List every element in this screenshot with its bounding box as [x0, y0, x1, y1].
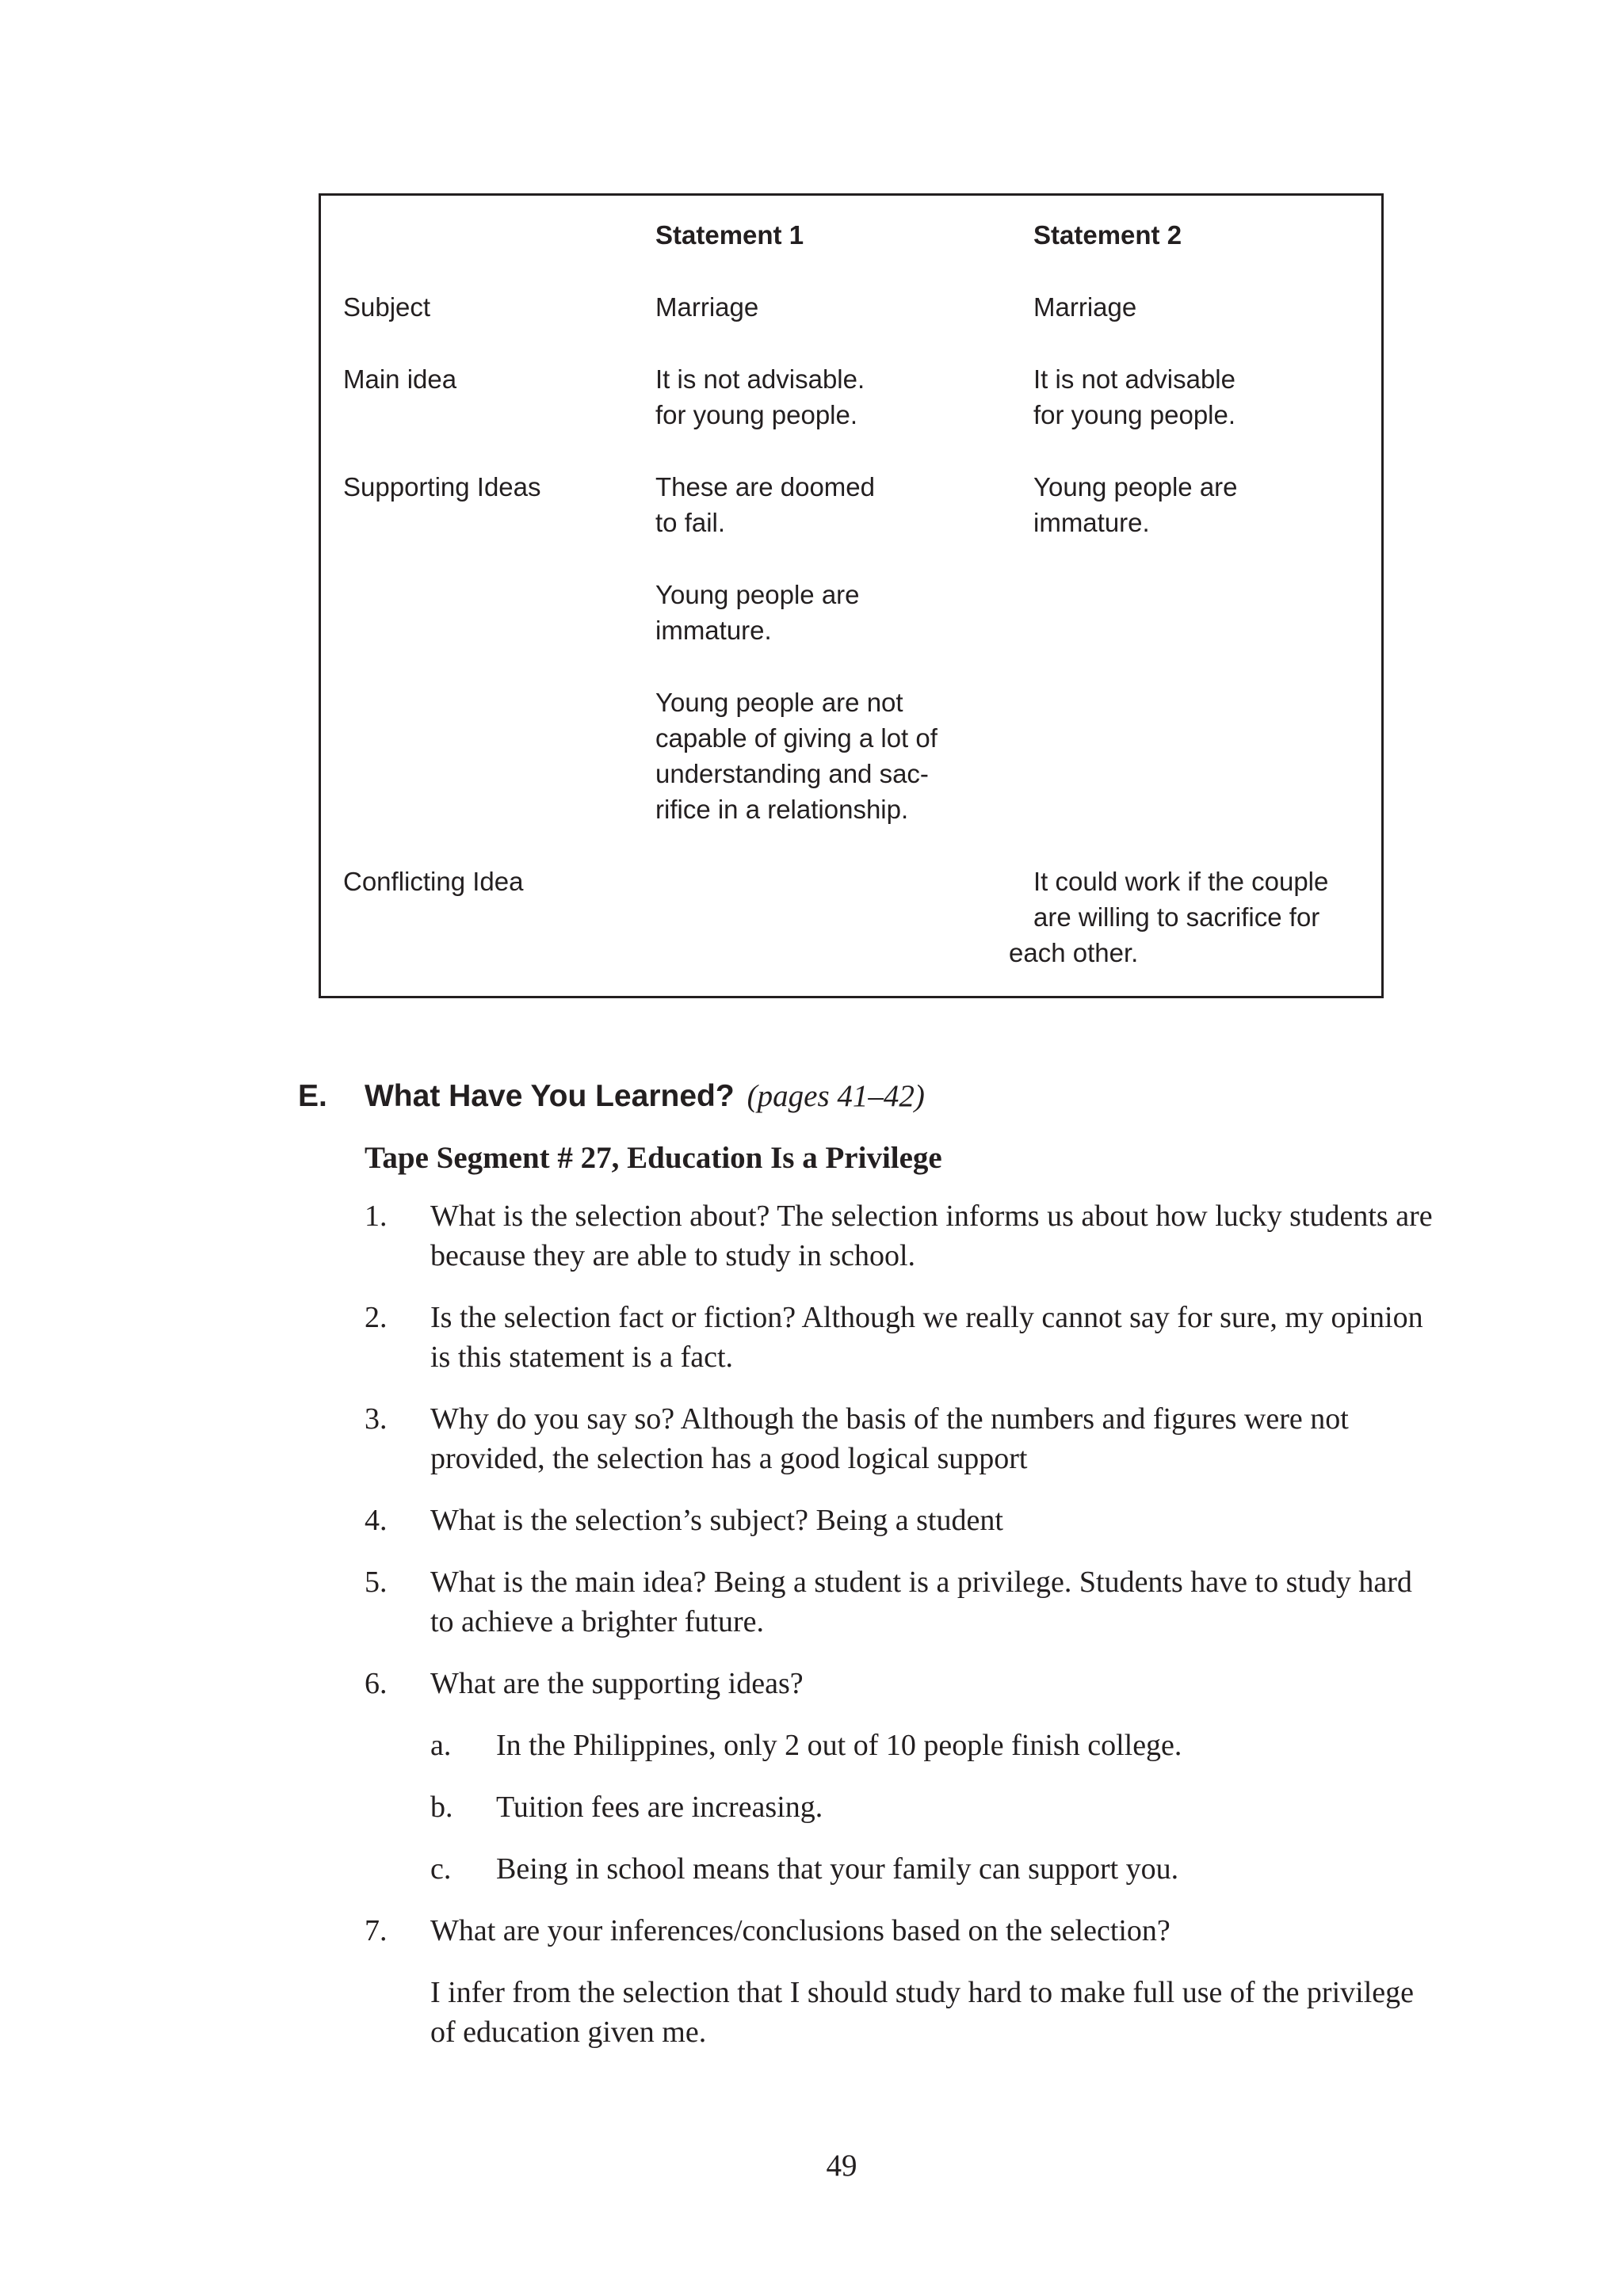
sub-item-letter: b. — [430, 1791, 453, 1824]
subject-statement-1: Marriage — [655, 292, 759, 322]
sub-list-item — [430, 1849, 1442, 1889]
main-idea-s1-line-2: for young people. — [655, 400, 858, 429]
question-text: What are your inferences/conclusions based on the selection? — [430, 1914, 1170, 1947]
question-number: 2. — [365, 1301, 388, 1334]
comparison-table — [319, 193, 1384, 998]
supporting-s1-c-line-4: rifice in a relationship. — [655, 795, 909, 824]
sub-item-text: Tuition fees are increasing. — [496, 1791, 823, 1824]
header-statement-1: Statement 1 — [655, 220, 804, 250]
row-label-subject: Subject — [343, 292, 431, 322]
sub-item-text: In the Philippines, only 2 out of 10 people finish college. — [496, 1729, 1182, 1762]
section-letter: E. — [298, 1079, 327, 1113]
list-item — [365, 1298, 1442, 1377]
sub-list-item — [430, 1787, 1442, 1827]
conflicting-s2-line-2: are willing to sacrifice for — [1033, 902, 1320, 932]
question-text: What are the supporting ideas? — [430, 1667, 804, 1700]
section-title: What Have You Learned? — [365, 1079, 735, 1113]
sub-item-letter: a. — [430, 1729, 452, 1762]
question-text: What is the main idea? Being a student is a privilege. Students have to study hard to achieve a brighter future. — [430, 1566, 1412, 1638]
sub-item-letter: c. — [430, 1852, 452, 1886]
question-text: Why do you say so? Although the basis of the numbers and figures were not provided, the selection has a good logical support — [430, 1402, 1349, 1475]
header-statement-2: Statement 2 — [1033, 220, 1182, 250]
sub-list-item — [430, 1726, 1442, 1765]
tape-segment-heading: Tape Segment # 27, Education Is a Privilege — [365, 1141, 942, 1175]
main-idea-s2-line-1: It is not advisable — [1033, 364, 1235, 394]
list-item — [365, 1562, 1442, 1642]
section-pages: (pages 41–42) — [747, 1079, 925, 1113]
list-item — [365, 1399, 1442, 1478]
list-item — [365, 1911, 1442, 1951]
supporting-s1-c-line-2: capable of giving a lot of — [655, 723, 938, 753]
question-number: 3. — [365, 1402, 388, 1436]
supporting-s1-b-line-2: immature. — [655, 616, 772, 645]
supporting-s1-c-line-1: Young people are not — [655, 688, 903, 717]
list-item — [365, 1501, 1442, 1540]
supporting-s1-a-line-2: to fail. — [655, 508, 726, 537]
row-label-supporting-ideas: Supporting Ideas — [343, 472, 541, 502]
supporting-s1-c-line-3: understanding and sac- — [655, 759, 929, 788]
row-label-main-idea: Main idea — [343, 364, 457, 394]
list-item — [365, 1196, 1442, 1276]
question-list — [365, 1196, 1442, 2074]
supporting-s1-b-line-1: Young people are — [655, 580, 860, 609]
main-idea-s1-line-1: It is not advisable. — [655, 364, 865, 394]
subject-statement-2: Marriage — [1033, 292, 1137, 322]
supporting-s2-a-line-1: Young people are — [1033, 472, 1238, 502]
section-title-wrap — [365, 1077, 925, 1116]
conflicting-s2-line-1: It could work if the couple — [1033, 867, 1329, 896]
question-number: 7. — [365, 1914, 388, 1947]
page-number: 49 — [826, 2149, 857, 2183]
supporting-s2-a-line-2: immature. — [1033, 508, 1150, 537]
inference-paragraph: I infer from the selection that I should study hard to make full use of the privilege of education given me. — [430, 1976, 1414, 2049]
conflicting-s2-line-3: each other. — [1009, 938, 1139, 967]
question-number: 5. — [365, 1566, 388, 1599]
question-text: Is the selection fact or fiction? Although we really cannot say for sure, my opinion is this statement is a fact. — [430, 1301, 1423, 1374]
supporting-s1-a-line-1: These are doomed — [655, 472, 876, 502]
main-idea-s2-line-2: for young people. — [1033, 400, 1236, 429]
question-number: 1. — [365, 1199, 388, 1233]
list-item — [365, 1664, 1442, 1703]
question-number: 4. — [365, 1504, 388, 1537]
question-text: What is the selection about? The selection informs us about how lucky students are because they are able to study in school. — [430, 1199, 1433, 1272]
sub-item-text: Being in school means that your family can support you. — [496, 1852, 1179, 1886]
question-number: 6. — [365, 1667, 388, 1700]
question-text: What is the selection’s subject? Being a student — [430, 1504, 1003, 1537]
row-label-conflicting-idea: Conflicting Idea — [343, 867, 524, 896]
